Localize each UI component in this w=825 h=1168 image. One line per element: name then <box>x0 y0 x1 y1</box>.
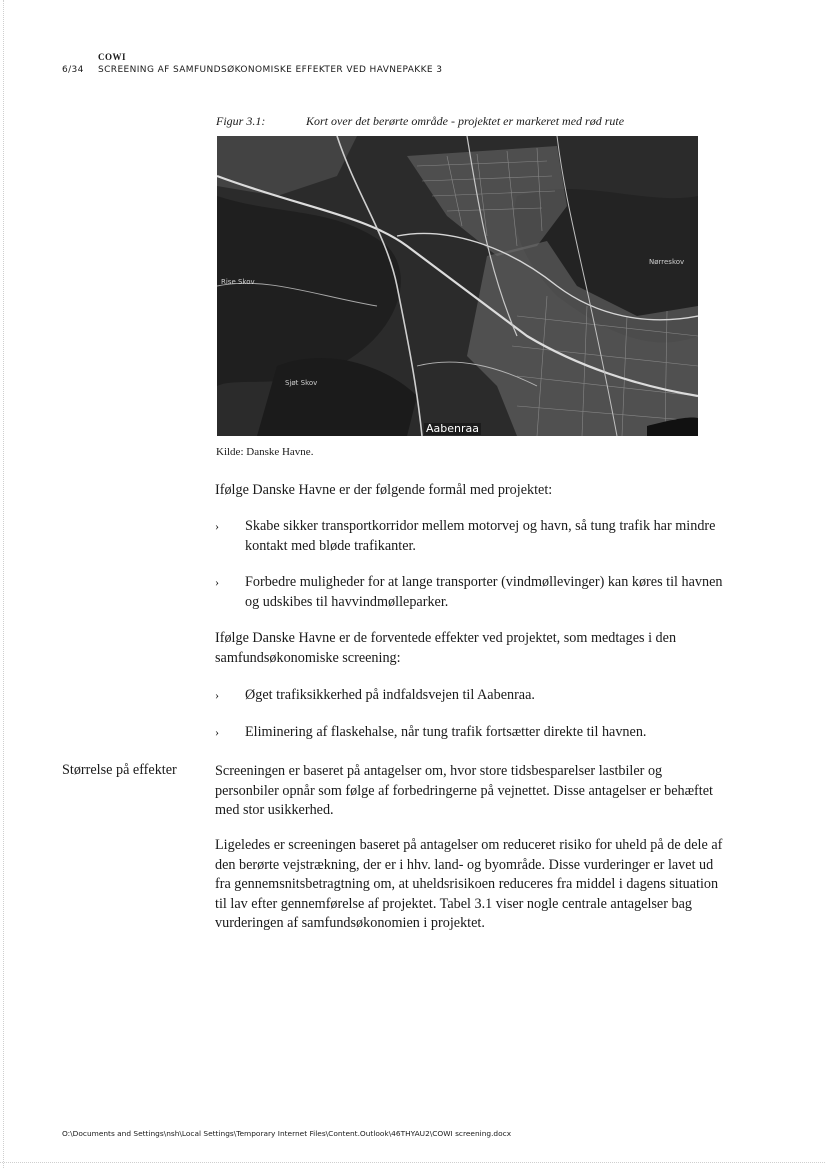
map-city-label: Aabenraa <box>426 422 479 435</box>
figure-source: Kilde: Danske Havne. <box>216 446 314 458</box>
map-label: Sjøt Skov <box>285 379 318 387</box>
running-header <box>62 65 442 75</box>
list-item <box>215 573 725 612</box>
list-item <box>215 723 725 743</box>
body-paragraph: Screeningen er baseret på antagelser om, hvor store tidsbesparelser lastbiler og personbiler opnår som følge af forbedringerne på vejnettet. Disse antagelser er behæftet med stor usikkerhed. <box>215 763 713 818</box>
file-path-footer: O:\Documents and Settings\nsh\Local Settings\Temporary Internet Files\Content.Outlook\46THYAU2\COWI screening.docx <box>62 1129 512 1138</box>
list-item-text: Skabe sikker transportkorridor mellem motorvej og havn, så tung trafik har mindre kontakt med bløde trafikanter. <box>245 518 716 554</box>
intro-paragraph: Ifølge Danske Havne er der følgende formål med projektet: <box>215 482 553 498</box>
figure-caption-text: Kort over det berørte område - projektet er markeret med rød rute <box>306 114 625 128</box>
bullet-mark: › <box>215 519 219 533</box>
map-label: Nørreskov <box>649 258 685 266</box>
figure-caption <box>216 114 624 129</box>
cowi-logo: COWI <box>98 52 127 62</box>
list-item-text: Forbedre muligheder for at lange transporter (vindmøllevinger) kan køres til havnen og udskibes til havvindmølleparker. <box>245 574 723 610</box>
bullet-mark: › <box>215 575 219 589</box>
map-graphic <box>217 136 698 436</box>
body-paragraph: Ligeledes er screeningen baseret på antagelser om reduceret risiko for uheld på de dele af den berørte vejstrækning, der er i hhv. land- og byområde. Disse vurderinger er lavet ud fra gennemsnitsbetragtning om, at uheldsrisikoen reduceres fra middel i dagens situation til lav efter gennemførelse af projektet. Tabel 3.1 viser nogle centrale antagelser bag vurderingen af samfundsøkonomien i projektet. <box>215 837 723 931</box>
bullet-mark: › <box>215 725 219 739</box>
margin-heading: Størrelse på effekter <box>62 762 177 778</box>
list-item <box>215 686 725 706</box>
effects-intro-paragraph: Ifølge Danske Havne er de forventede effekter ved projektet, som medtages i den samfundsøkonomiske screening: <box>215 630 677 666</box>
page-number: 6/34 <box>62 65 84 75</box>
bullet-mark: › <box>215 688 219 702</box>
document-title: SCREENING AF SAMFUNDSØKONOMISKE EFFEKTER VED HAVNEPAKKE 3 <box>98 65 443 75</box>
list-item <box>215 517 725 556</box>
area-map <box>217 136 698 436</box>
page-edge <box>3 0 5 1168</box>
list-item-text: Øget trafiksikkerhed på indfaldsvejen til Aabenraa. <box>245 687 535 703</box>
figure-label: Figur 3.1: <box>216 114 266 128</box>
map-label: Rise Skov <box>221 278 255 286</box>
list-item-text: Eliminering af flaskehalse, når tung trafik fortsætter direkte til havnen. <box>245 724 647 740</box>
page-edge <box>0 1162 825 1164</box>
